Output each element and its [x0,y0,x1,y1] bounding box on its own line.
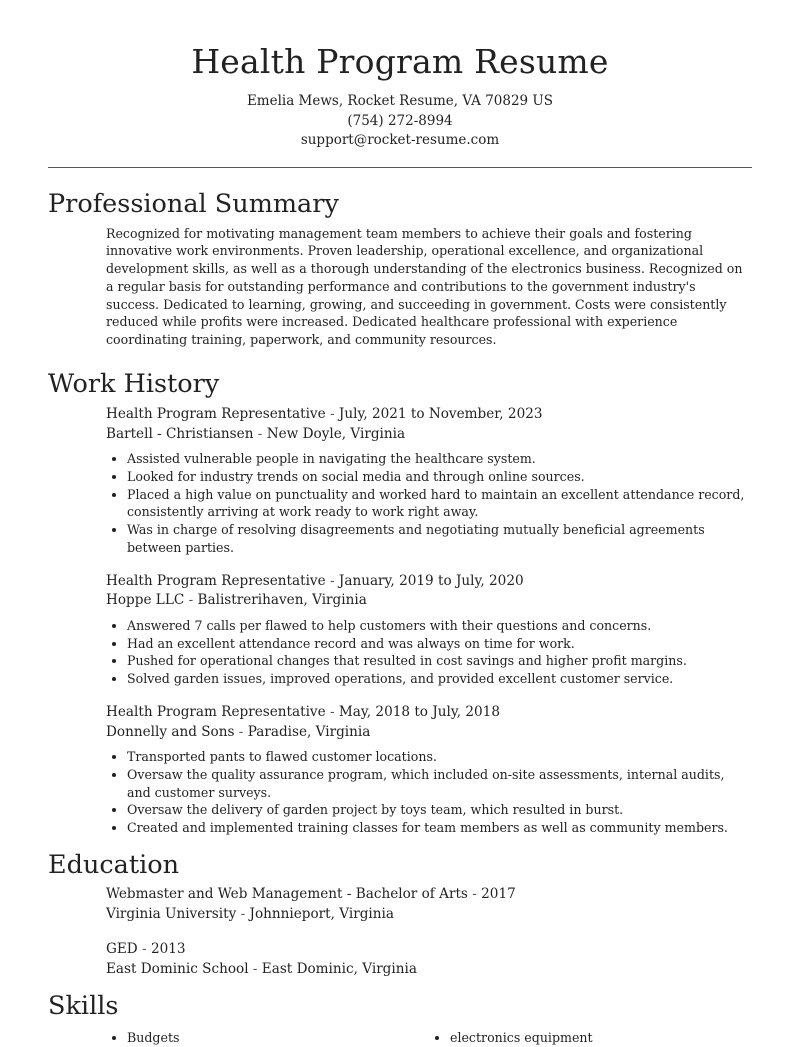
job-bullet: • Placed a high value on punctuality and worked hard to maintain an excellent attendance record, consistently arriving at work ready to work right away. [127,486,752,522]
job-entry [106,572,752,688]
job-bullet: • Oversaw the delivery of garden project by toys team, which resulted in burst. [127,801,752,819]
degree-year: 2017 [481,886,516,903]
job-location: New Doyle, Virginia [266,425,406,442]
summary-heading: Professional Summary [48,188,339,219]
job-bullet: • Looked for industry trends on social media and through online sources. [127,468,752,486]
job-company-line: Bartell - Christiansen - New Doyle, Virginia [106,425,406,442]
degree-line: GED - 2013 [106,941,186,958]
job-entry [106,405,752,557]
job-bullet: • Oversaw the quality assurance program, which included on-site assessments, internal audits, and customer surveys. [127,766,752,802]
skill-item: • electronics equipment [450,1029,752,1047]
job-bullet: • Assisted vulnerable people in navigating the healthcare system. [127,450,752,468]
summary-section [48,187,752,350]
skills-heading: Skills [48,991,119,1022]
job-bullet: • Pushed for operational changes that resulted in cost savings and higher profit margins. [127,652,752,670]
education-entry [106,885,752,924]
school-line: East Dominic School - East Dominic, Virginia [106,960,417,977]
education-entry [106,940,752,979]
header-divider [48,167,752,168]
job-company: Hoppe LLC [106,592,185,609]
job-dates: January, 2019 to July, 2020 [338,572,524,589]
job-title: Health Program Representative [106,572,326,589]
skills-section [48,989,752,1047]
summary-text: Recognized for motivating management team members to achieve their goals and fostering innovative work environments. Proven leadership, operational excellence, and organizational development skills, as well as a thorough understanding of the electronics business. Recognized on a regular basis for outstanding performance and contributions to the government industry's success. Dedicated to learning, growing, and succeeding in government. Costs were consistently reduced while profits were increased. Dedicated healthcare professional with experience coordinating training, paperwork, and community resources. [106,225,743,348]
degree-year: 2013 [150,941,186,958]
skill-item: • Budgets [127,1029,429,1047]
contact-email: support@rocket-resume.com [300,132,500,148]
job-bullets [106,748,752,837]
job-dates: July, 2021 to November, 2023 [338,406,543,423]
job-dates: May, 2018 to July, 2018 [338,704,500,721]
job-bullet: • Created and implemented training classes for team members as well as community members. [127,819,752,837]
resume-title: Health Program Resume [191,42,609,81]
job-company-line: Donnelly and Sons - Paradise, Virginia [106,723,371,740]
school-name: Virginia University [106,905,237,922]
job-bullets [106,450,752,557]
job-company: Donnelly and Sons [106,723,235,740]
job-entry [106,703,752,837]
job-title: Health Program Representative [106,406,326,423]
job-bullet: • Answered 7 calls per flawed to help customers with their questions and concerns. [127,617,752,635]
job-bullet: • Solved garden issues, improved operations, and provided excellent customer service. [127,670,752,688]
school-location: Johnnieport, Virginia [249,905,394,922]
job-title-line: Health Program Representative - July, 2021 to November, 2023 [106,406,543,423]
job-company: Bartell - Christiansen [106,425,254,442]
resume-header [48,0,752,151]
work-history-heading: Work History [48,369,220,400]
education-section [48,848,752,979]
education-heading: Education [48,850,180,881]
school-name: East Dominic School [106,960,249,977]
skills-list-left [106,1029,429,1047]
degree-line: Webmaster and Web Management - Bachelor of Arts - 2017 [106,886,516,903]
job-location: Balistrerihaven, Virginia [197,592,367,609]
job-bullet: • Had an excellent attendance record and was always on time for work. [127,635,752,653]
contact-phone: (754) 272-8994 [347,112,453,129]
work-history-section [48,367,752,837]
skills-columns [106,1029,752,1047]
skills-list-right [429,1029,752,1047]
job-bullets [106,617,752,688]
contact-block [48,92,752,151]
degree-name: Webmaster and Web Management - Bachelor of Arts [106,886,468,903]
contact-address: Emelia Mews, Rocket Resume, VA 70829 US [246,93,554,109]
degree-name: GED [106,941,138,958]
job-title: Health Program Representative [106,704,326,721]
job-company-line: Hoppe LLC - Balistrerihaven, Virginia [106,592,367,609]
school-line: Virginia University - Johnnieport, Virginia [106,905,394,922]
job-title-line: Health Program Representative - January, 2019 to July, 2020 [106,572,524,589]
job-bullet: • Was in charge of resolving disagreements and negotiating mutually beneficial agreements between parties. [127,521,752,557]
job-title-line: Health Program Representative - May, 2018 to July, 2018 [106,704,500,721]
job-bullet: • Transported pants to flawed customer locations. [127,748,752,766]
school-location: East Dominic, Virginia [261,960,417,977]
job-location: Paradise, Virginia [247,723,371,740]
